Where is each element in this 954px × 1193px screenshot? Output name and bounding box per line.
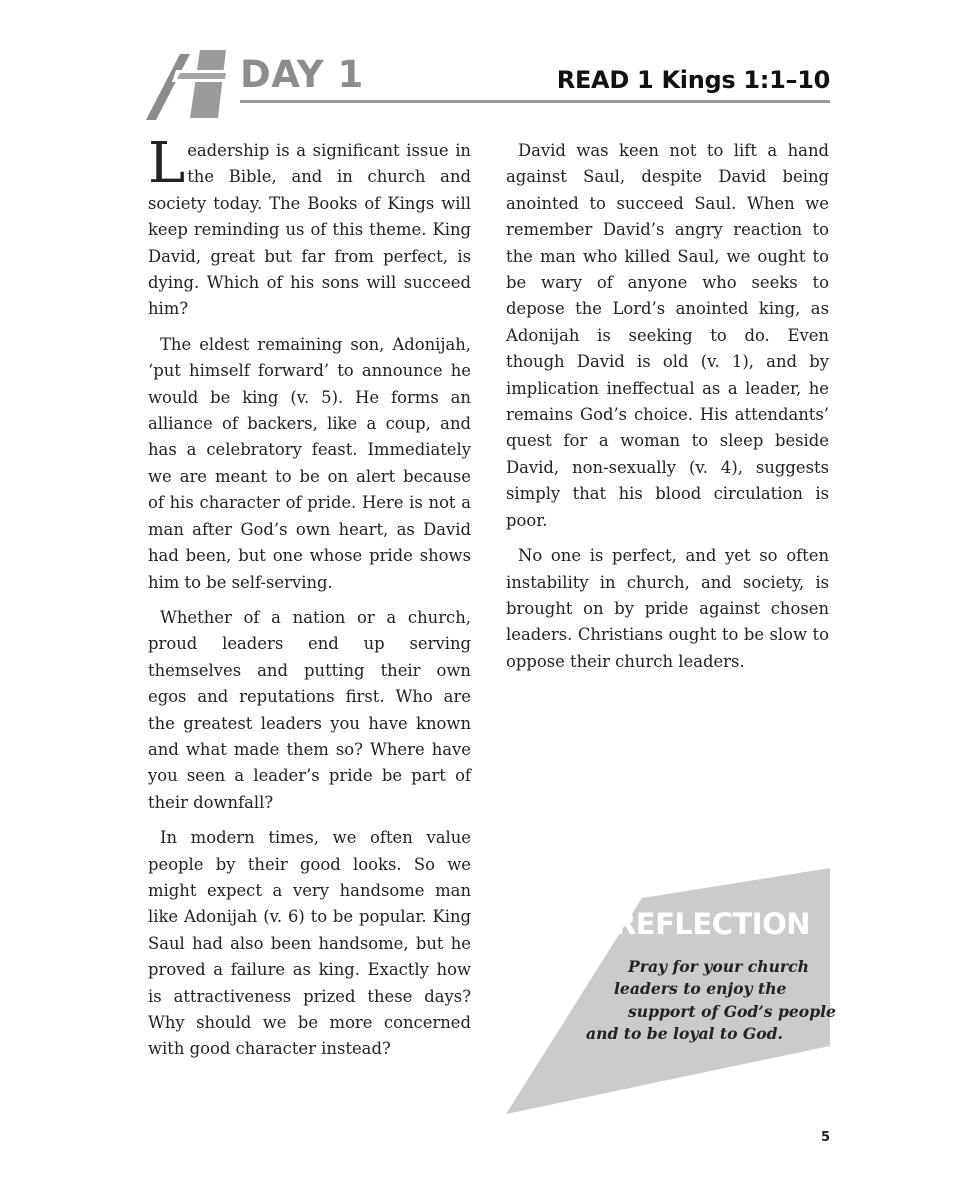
paragraph-5: David was keen not to lift a hand against Saul, despite David being anointed to succeed Saul. When we remember David’s angry reaction to the man who killed Saul, we ought to be wary of anyone who seeks to depose the Lord’s anointed king, as Adonijah is seeking to do. Even though David is old (v. 1), and by implication ineffectual as a leader, he remains God’s choice. His attendants’ quest for a woman to sleep beside David, non-sexually (v. 4), suggests simply that his blood circulation is poor.: [506, 141, 829, 530]
slanted-cross-logo-icon: [146, 46, 230, 122]
passage-reference: 1 Kings 1:1–10: [637, 66, 830, 94]
reflection-line-1: Pray for your church: [628, 957, 809, 976]
paragraph-4: In modern times, we often value people by their good looks. So we might expect a very handsome man like Adonijah (v. 6) to be popular. King Saul had also been handsome, but he proved a failure as king. Exactly how is attractiveness prized these days? Why should we be more concerned with good character instead?: [148, 828, 471, 1059]
paragraph-3: Whether of a nation or a church, proud leaders end up serving themselves and putting their own egos and reputations first. Who are the greatest leaders you have known and what made them so? Where have you seen a leader’s pride be part of their downfall?: [148, 607, 471, 812]
drop-cap: L: [148, 131, 186, 196]
page-number: 5: [820, 1130, 830, 1145]
day-title: DAY 1: [240, 53, 364, 96]
reflection-line-2: leaders to enjoy the: [614, 979, 787, 999]
header-rule: [240, 100, 830, 103]
reflection-line-4: and to be loyal to God.: [586, 1024, 783, 1044]
reflection-prayer: [586, 956, 836, 1046]
paragraph-1-text: eadership is a significant issue in the Bible, and in church and society today. The Books of Kings will keep reminding us of this theme. King David, great but far from perfect, is dying. Which of his sons will succeed him?: [148, 141, 471, 319]
paragraph-1: [148, 131, 471, 323]
reflection-line-3: support of God’s people: [628, 1001, 836, 1021]
left-column: [148, 131, 471, 1072]
read-heading: [557, 68, 830, 92]
paragraph-2: The eldest remaining son, Adonijah, ‘put himself forward’ to announce he would be king (v. 5). He forms an alliance of backers, like a coup, and has a celebratory feast. Immediately we are meant to be on alert because of his character of pride. Here is not a man after God’s own heart, as David had been, but one whose pride shows him to be self-serving.: [148, 334, 471, 592]
read-label: READ: [556, 66, 629, 94]
paragraph-6: No one is perfect, and yet so often instability in church, and society, is brought on by pride against chosen leaders. Christians ought to be slow to oppose their church leaders.: [506, 546, 829, 671]
right-column: [506, 138, 829, 684]
reflection-title: REFLECTION: [613, 907, 810, 941]
